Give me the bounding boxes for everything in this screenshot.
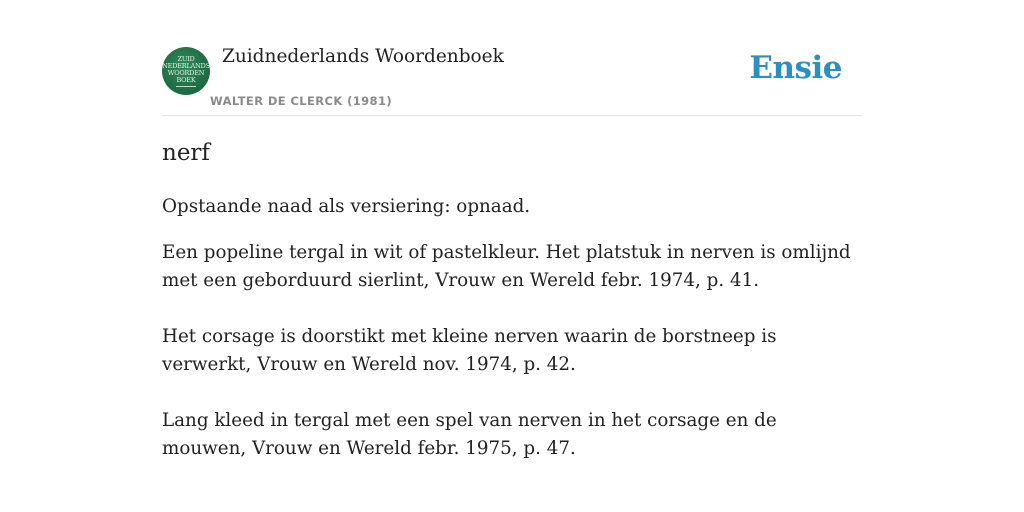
source-author: WALTER DE CLERCK (1981) [210, 94, 393, 108]
logo-line: ZUID [177, 54, 195, 63]
example-quote: Een popeline tergal in wit of pastelkleur. Het platstuk in nerven is omlijnd met een geborduurd sierlint, Vrouw en Wereld febr. 1974, p. 41. [162, 242, 851, 291]
headword: nerf [162, 140, 210, 166]
logo-line: NEDERLANDS [162, 61, 210, 70]
source-header [162, 0, 862, 116]
logo-line: WOORDEN [167, 68, 205, 77]
definition: Opstaande naad als versiering: opnaad. [162, 196, 531, 217]
logo-divider [176, 86, 196, 87]
entry-card [162, 0, 862, 459]
source-logo[interactable] [162, 47, 210, 95]
brand-logo[interactable]: Ensie [749, 50, 842, 86]
source-title[interactable]: Zuidnederlands Woordenboek [222, 46, 504, 67]
example-quote: Het corsage is doorstikt met kleine nerven waarin de borstneep is verwerkt, Vrouw en Wereld nov. 1974, p. 42. [162, 326, 777, 375]
example-quote: Lang kleed in tergal met een spel van nerven in het corsage en de mouwen, Vrouw en Wereld febr. 1975, p. 47. [162, 410, 777, 459]
examples-list [162, 239, 862, 491]
logo-line: BOEK [176, 75, 196, 84]
